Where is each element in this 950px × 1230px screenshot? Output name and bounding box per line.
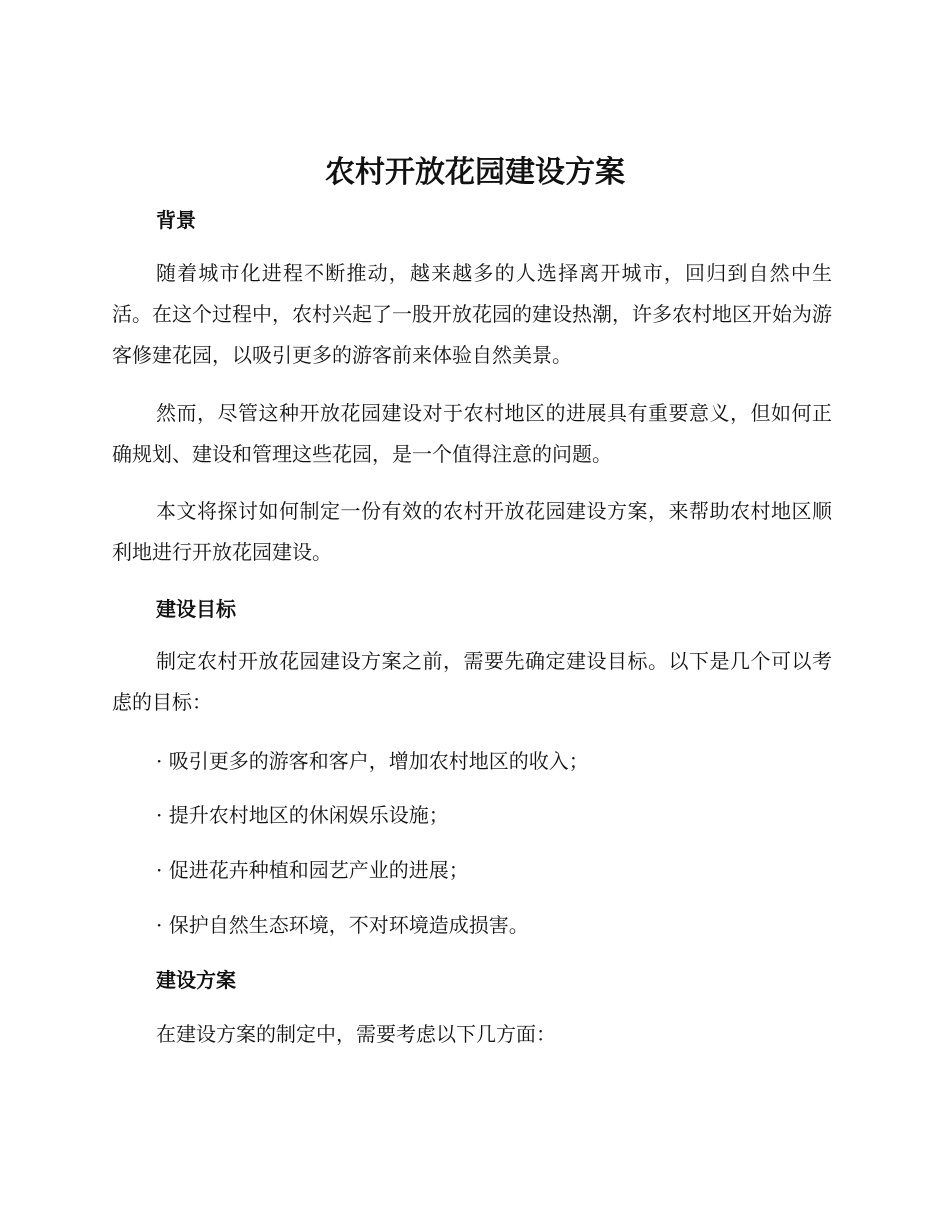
list-item-goal-4: · 保护自然生态环境，不对环境造成损害。 (156, 913, 529, 937)
paragraph-goals-intro: 制定农村开放花园建设方案之前，需要先确定建设目标。以下是几个可以考虑的目标： (112, 649, 832, 714)
paragraph-background-3: 本文将探讨如何制定一份有效的农村开放花园建设方案，来帮助农村地区顺利地进行开放花园建设。 (112, 499, 832, 564)
section-heading-plan: 建设方案 (156, 968, 236, 992)
paragraph-background-1: 随着城市化进程不断推动，越来越多的人选择离开城市，回归到自然中生活。在这个过程中，农村兴起了一股开放花园的建设热潮，许多农村地区开始为游客修建花园，以吸引更多的游客前来体验自然美景。 (112, 261, 832, 367)
section-heading-goals: 建设目标 (156, 597, 236, 621)
list-item-goal-2: · 提升农村地区的休闲娱乐设施； (156, 803, 449, 827)
document-title: 农村开放花园建设方案 (325, 155, 625, 190)
section-heading-background: 背景 (156, 208, 196, 232)
list-item-goal-1: · 吸引更多的游客和客户，增加农村地区的收入； (156, 749, 589, 773)
paragraph-background-2: 然而，尽管这种开放花园建设对于农村地区的进展具有重要意义，但如何正确规划、建设和管理这些花园，是一个值得注意的问题。 (112, 401, 832, 466)
paragraph-plan-intro: 在建设方案的制定中，需要考虑以下几方面： (156, 1022, 556, 1046)
list-item-goal-3: · 促进花卉种植和园艺产业的进展； (156, 858, 469, 882)
